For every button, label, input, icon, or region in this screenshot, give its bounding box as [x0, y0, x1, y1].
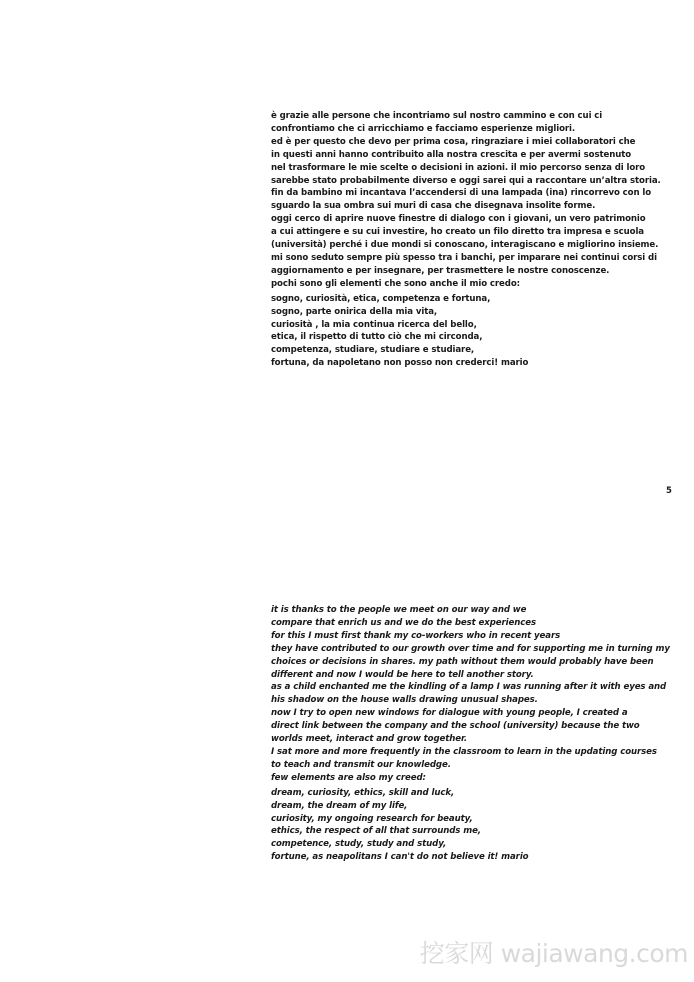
- english-creed-line: curiosity, my ongoing research for beauty,: [271, 813, 473, 824]
- italian-paragraph-line: fin da bambino mi incantava l’accendersi di una lampada (ina) rincorrevo con lo: [271, 188, 652, 199]
- italian-paragraph-line: è grazie alle persone che incontriamo sul nostro cammino e con cui ci: [271, 111, 603, 121]
- english-paragraph-line: his shadow on the house walls drawing unusual shapes.: [271, 695, 538, 706]
- english-paragraph-line: few elements are also my creed:: [271, 772, 426, 783]
- english-paragraph-line: direct link between the company and the school (university) because the two: [271, 721, 640, 732]
- italian-paragraph-line: oggi cerco di aprire nuove finestre di dialogo con i giovani, un vero patrimonio: [271, 214, 646, 225]
- italian-creed-line: sogno, curiosità, etica, competenza e fortuna,: [271, 293, 491, 304]
- english-creed-line: ethics, the respect of all that surrounds me,: [271, 826, 481, 837]
- english-paragraph-line: for this I must first thank my co-workers who in recent years: [271, 630, 561, 641]
- italian-creed-line: curiosità , la mia continua ricerca del bello,: [271, 319, 477, 330]
- italian-paragraph-line: aggiornamento e per insegnare, per trasmettere le nostre conoscenze.: [271, 265, 610, 276]
- italian-paragraph-line: nel trasformare le mie scelte o decisioni in azioni. il mio percorso senza di loro: [271, 162, 646, 173]
- english-creed-line: competence, study, study and study,: [271, 839, 447, 850]
- english-paragraph-line: it is thanks to the people we meet on our way and we: [271, 605, 527, 615]
- english-paragraph-line: they have contributed to our growth over time and for supporting me in turning my: [271, 643, 670, 654]
- italian-paragraph-line: confrontiamo che ci arricchiamo e facciamo esperienze migliori.: [271, 123, 576, 134]
- italian-paragraph-line: ed è per questo che devo per prima cosa, ringraziare i miei collaboratori che: [271, 136, 636, 147]
- english-paragraph-line: compare that enrich us and we do the best experiences: [271, 617, 536, 628]
- italian-creed-line: etica, il rispetto di tutto ciò che mi circonda,: [271, 332, 483, 343]
- english-creed-list: [271, 787, 651, 864]
- english-paragraph-line: I sat more and more frequently in the classroom to learn in the updating courses: [271, 746, 657, 757]
- english-creed-line: fortune, as neapolitans I can't do not believe it! mario: [271, 852, 529, 863]
- italian-paragraph-line: a cui attingere e su cui investire, ho creato un filo diretto tra impresa e scuola: [271, 227, 645, 238]
- english-creed-line: dream, curiosity, ethics, skill and luck,: [271, 787, 455, 798]
- italian-paragraph-line: (università) perché i due mondi si conoscano, interagiscano e migliorino insieme.: [271, 240, 659, 251]
- english-paragraph-line: choices or decisions in shares. my path without them would probably have been: [271, 656, 654, 667]
- page-number: 5: [666, 486, 672, 496]
- english-paragraph: [271, 604, 670, 785]
- italian-paragraph-line: pochi sono gli elementi che sono anche il mio credo:: [271, 278, 520, 289]
- italian-creed-line: fortuna, da napoletano non posso non crederci! mario: [271, 358, 529, 369]
- english-paragraph-line: different and now I would be here to tell another story.: [271, 669, 534, 680]
- italian-paragraph-line: sarebbe stato probabilmente diverso e oggi sarei qui a raccontare un’altra storia.: [271, 175, 661, 186]
- english-paragraph-line: worlds meet, interact and grow together.: [271, 734, 468, 745]
- italian-creed-line: competenza, studiare, studiare e studiare,: [271, 345, 475, 356]
- italian-text-block: [271, 110, 661, 370]
- italian-paragraph: [271, 110, 661, 291]
- english-text-block: [271, 604, 670, 864]
- site-watermark: 挖家网 wajiawang.com: [419, 939, 688, 968]
- english-creed-line: dream, the dream of my life,: [271, 800, 408, 811]
- italian-paragraph-line: in questi anni hanno contribuito alla nostra crescita e per avermi sostenuto: [271, 149, 632, 160]
- italian-paragraph-line: mi sono seduto sempre più spesso tra i banchi, per imparare nei continui corsi di: [271, 252, 657, 263]
- english-paragraph-line: now I try to open new windows for dialogue with young people, I created a: [271, 708, 628, 719]
- english-paragraph-line: to teach and transmit our knowledge.: [271, 759, 451, 770]
- english-paragraph-line: as a child enchanted me the kindling of a lamp I was running after it with eyes and: [271, 682, 667, 693]
- italian-paragraph-line: sguardo la sua ombra sui muri di casa che disegnava insolite forme.: [271, 201, 596, 212]
- italian-creed-list: [271, 293, 651, 370]
- italian-creed-line: sogno, parte onirica della mia vita,: [271, 306, 438, 317]
